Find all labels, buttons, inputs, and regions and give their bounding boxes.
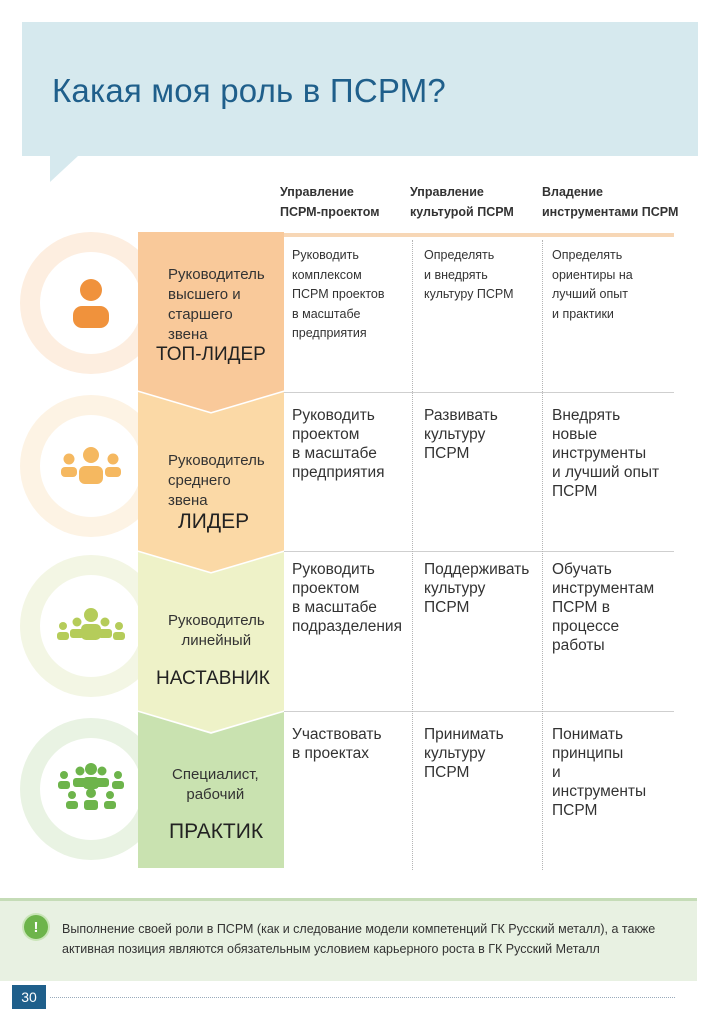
- role-title: ЛИДЕР: [178, 510, 250, 533]
- group-three-people-icon: [59, 443, 123, 489]
- table-cell: Определять ориентиры на лучший опыт и практики: [552, 248, 633, 321]
- role-description: Руководитель высшего и старшего звена: [168, 266, 265, 343]
- column-header-culture: Управление культурой ПСРМ: [410, 185, 514, 219]
- column-divider: [412, 240, 413, 870]
- row-divider: [284, 392, 674, 393]
- group-people-icon: [55, 604, 127, 648]
- role-description: Руководитель линейный: [168, 612, 265, 649]
- crowd-people-icon: [54, 761, 128, 817]
- table-cell: Обучать инструментам ПСРМ в процессе работы: [552, 561, 655, 654]
- role-title: ПРАКТИК: [169, 820, 264, 843]
- table-cell: Определять и внедрять культуру ПСРМ: [424, 248, 514, 301]
- table-top-border: [284, 233, 674, 237]
- footer-divider: [50, 997, 675, 998]
- table-cell: Развивать культуру ПСРМ: [424, 407, 498, 462]
- note-text: Выполнение своей роли в ПСРМ (как и следование модели компетенций ГК Русский металл), а также активная позиция являются обязательным условием карьерного роста в ГК Русский Металл: [62, 922, 656, 956]
- column-header-project: Управление ПСРМ-проектом: [280, 185, 380, 219]
- page-title: Какая моя роль в ПСРМ?: [52, 72, 446, 109]
- row-divider: [284, 551, 674, 552]
- role-description: Специалист, рабочий: [172, 766, 259, 803]
- table-cell: Принимать культуру ПСРМ: [424, 726, 504, 781]
- role-title: ТОП-ЛИДЕР: [156, 344, 266, 365]
- table-cell: Внедрять новые инструменты и лучший опыт ПСРМ: [552, 407, 660, 500]
- row-divider: [284, 711, 674, 712]
- note-box: [0, 898, 697, 981]
- table-cell: Руководить проектом в масштабе подразделения: [292, 561, 402, 635]
- role-description: Руководитель среднего звена: [168, 452, 265, 509]
- table-cell: Поддерживать культуру ПСРМ: [424, 561, 530, 616]
- table-cell: Участвовать в проектах: [292, 726, 382, 762]
- column-divider: [542, 240, 543, 870]
- table-cell: Руководить проектом в масштабе предприятия: [292, 407, 385, 481]
- single-person-icon: [69, 275, 113, 331]
- table-cell: Понимать принципы и инструменты ПСРМ: [552, 726, 647, 819]
- table-cell: Руководить комплексом ПСРМ проектов в масштабе предприятия: [292, 248, 385, 340]
- exclamation-icon: !: [24, 915, 48, 939]
- role-title: НАСТАВНИК: [156, 668, 270, 689]
- header-callout-tail: [50, 156, 78, 182]
- page-number: 30: [12, 985, 46, 1009]
- column-header-tools: Владение инструментами ПСРМ: [542, 185, 679, 219]
